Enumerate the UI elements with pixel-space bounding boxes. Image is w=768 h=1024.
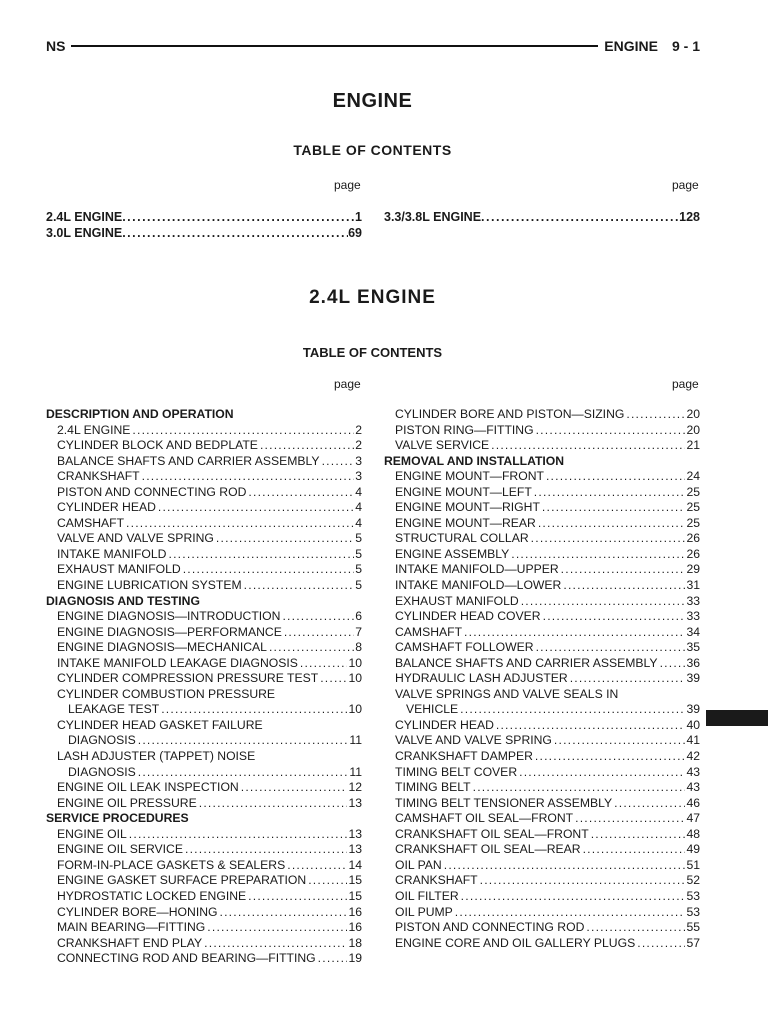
toc-entry-label: HYDRAULIC LASH ADJUSTER <box>395 671 568 686</box>
toc-entry[interactable] <box>384 516 700 532</box>
dot-leader <box>453 905 686 921</box>
toc-entry-label: CAMSHAFT <box>57 515 125 530</box>
toc-entry-page: 41 <box>686 733 700 748</box>
dot-leader <box>544 469 685 485</box>
toc-entry-label: CYLINDER BORE AND PISTON—SIZING <box>395 407 625 421</box>
toc-entry-page: 14 <box>348 857 362 872</box>
toc-entry[interactable] <box>384 718 700 734</box>
dot-leader <box>127 827 348 843</box>
toc-entry-page: 5 <box>355 546 362 561</box>
toc-entry[interactable] <box>384 811 700 827</box>
dot-leader <box>532 485 686 501</box>
toc-link[interactable] <box>46 210 362 225</box>
header-rule <box>71 45 598 47</box>
dot-leader <box>534 423 686 439</box>
toc-link[interactable] <box>46 226 362 241</box>
toc-entry-label: INTAKE MANIFOLD <box>57 546 167 561</box>
toc-entry[interactable] <box>384 407 700 423</box>
toc-entry[interactable] <box>384 889 700 905</box>
dot-leader <box>489 438 685 454</box>
toc-column-right <box>384 407 700 951</box>
toc-entry[interactable] <box>384 469 700 485</box>
toc-entry-label: CYLINDER BORE—HONING <box>57 904 218 919</box>
toc-entry-label: CYLINDER HEAD GASKET FAILURE <box>57 717 263 732</box>
toc-entry-label: TIMING BELT <box>395 780 471 795</box>
dot-leader <box>568 671 686 687</box>
toc-entry[interactable] <box>46 516 362 532</box>
toc-entry-page: 21 <box>686 438 700 453</box>
toc-entry[interactable] <box>46 718 362 734</box>
toc-entry-page: 51 <box>686 857 700 872</box>
toc-entry-page: 6 <box>355 609 362 624</box>
toc-entry-label: ENGINE DIAGNOSIS—INTRODUCTION <box>57 609 281 624</box>
toc-entry[interactable] <box>46 547 362 563</box>
toc-entry-page: 16 <box>348 904 362 919</box>
toc-entry-label: CYLINDER COMBUSTION PRESSURE <box>57 686 276 701</box>
toc-entry-page: 19 <box>348 951 362 966</box>
toc-entry-page: 12 <box>348 780 362 795</box>
dot-leader <box>458 702 685 718</box>
toc-section-heading <box>46 594 362 610</box>
toc-entry[interactable] <box>384 594 700 610</box>
toc-entry-label: CAMSHAFT FOLLOWER <box>395 640 534 655</box>
dot-leader <box>612 796 685 812</box>
dot-leader <box>316 951 348 967</box>
toc-entry-page: 31 <box>686 578 700 593</box>
toc-entry-label: INTAKE MANIFOLD—UPPER <box>395 562 559 577</box>
toc-entry[interactable] <box>384 671 700 687</box>
dot-leader <box>140 469 355 485</box>
toc-entry-page: 3 <box>355 469 362 484</box>
dot-leader <box>536 516 686 532</box>
toc-entry[interactable] <box>384 858 700 874</box>
page-column-label: page <box>672 377 699 391</box>
toc-entry-label: ENGINE GASKET SURFACE PREPARATION <box>57 873 307 888</box>
toc-entry[interactable] <box>384 873 700 889</box>
toc-entry-label: CYLINDER HEAD COVER <box>395 609 541 624</box>
toc-entry-label: CRANKSHAFT <box>57 469 140 484</box>
dot-leader <box>541 609 686 625</box>
toc-entry[interactable] <box>46 842 362 858</box>
toc-entry-label: SERVICE PROCEDURES <box>46 811 189 826</box>
toc-entry[interactable] <box>46 702 362 718</box>
section-thumb-tab <box>706 710 768 726</box>
dot-leader <box>282 625 354 641</box>
dot-leader <box>552 733 686 749</box>
toc-entry-label: DIAGNOSIS <box>68 764 136 779</box>
dot-leader <box>529 531 686 547</box>
toc-entry[interactable] <box>384 702 700 718</box>
toc-entry-page: 5 <box>355 578 362 593</box>
toc-entry-page: 57 <box>686 935 700 950</box>
toc-entry-page: 39 <box>686 702 700 717</box>
header-page-number: 9 - 1 <box>671 38 700 54</box>
toc-entry[interactable] <box>46 796 362 812</box>
toc-entry[interactable] <box>46 951 362 967</box>
toc-entry[interactable] <box>384 733 700 749</box>
toc-entry-label: PISTON AND CONNECTING ROD <box>57 484 247 499</box>
toc-entry[interactable] <box>46 780 362 796</box>
toc-entry[interactable] <box>384 796 700 812</box>
toc-entry-page: 43 <box>686 780 700 795</box>
dot-leader <box>533 749 686 765</box>
header-vehicle-code: NS <box>46 38 66 54</box>
toc-entry-label: ENGINE DIAGNOSIS—MECHANICAL <box>57 640 267 655</box>
toc-entry[interactable] <box>46 889 362 905</box>
toc-entry-label: ENGINE MOUNT—RIGHT <box>395 500 540 515</box>
toc-entry-page: 52 <box>686 873 700 888</box>
toc-entry-label: VALVE AND VALVE SPRING <box>395 733 552 748</box>
toc-entry-page: 46 <box>686 795 700 810</box>
toc-entry[interactable] <box>46 469 362 485</box>
toc-entry[interactable] <box>46 765 362 781</box>
toc-entry-page: 34 <box>686 624 700 639</box>
page-column-label: page <box>672 178 699 192</box>
toc-entry-label: INTAKE MANIFOLD LEAKAGE DIAGNOSIS <box>57 655 298 670</box>
toc-entry-page: 3 <box>355 453 362 468</box>
dot-leader <box>242 578 355 594</box>
toc-entry-label: ENGINE MOUNT—LEFT <box>395 484 532 499</box>
dot-leader <box>197 796 348 812</box>
toc-entry-label: BALANCE SHAFTS AND CARRIER ASSEMBLY <box>57 453 320 468</box>
toc-entry-label: CAMSHAFT OIL SEAL—FRONT <box>395 811 574 826</box>
toc-entry[interactable] <box>46 500 362 516</box>
dot-leader <box>130 423 354 439</box>
toc-link[interactable] <box>384 210 700 225</box>
toc-entry-label: ENGINE OIL SERVICE <box>57 842 183 857</box>
toc-entry-page: 55 <box>686 920 700 935</box>
section-title: 2.4L ENGINE <box>309 287 436 308</box>
dot-leader <box>239 780 348 796</box>
dot-leader <box>156 500 354 516</box>
toc-entry-page: 4 <box>355 500 362 515</box>
toc-entry-page: 7 <box>355 624 362 639</box>
toc-entry-label: 2.4L ENGINE <box>57 422 131 437</box>
toc-entry-page: 5 <box>355 562 362 577</box>
dot-leader <box>267 640 354 656</box>
toc-entry-page: 29 <box>686 562 700 577</box>
toc-entry-page: 15 <box>348 873 362 888</box>
toc-entry-label: VALVE SERVICE <box>395 438 490 453</box>
toc-section-heading <box>384 454 700 470</box>
toc-entry-label: CAMSHAFT <box>395 624 463 639</box>
dot-leader <box>462 625 685 641</box>
toc-entry-label: TIMING BELT TENSIONER ASSEMBLY <box>395 795 613 810</box>
toc-entry[interactable] <box>46 687 362 703</box>
dot-leader <box>478 873 686 889</box>
toc-entry-label: ENGINE MOUNT—REAR <box>395 515 536 530</box>
toc-entry-page: 13 <box>348 795 362 810</box>
dot-leader <box>584 920 685 936</box>
dot-leader <box>298 656 348 672</box>
toc-entry[interactable] <box>384 905 700 921</box>
toc-entry[interactable] <box>384 562 700 578</box>
toc-entry-label: VALVE SPRINGS AND VALVE SEALS IN <box>395 686 619 701</box>
dot-leader <box>519 594 686 610</box>
toc-entry-page: 49 <box>686 842 700 857</box>
toc-entry[interactable] <box>46 733 362 749</box>
toc-entry-label: ENGINE CORE AND OIL GALLERY PLUGS <box>395 935 636 950</box>
toc-entry-label: HYDROSTATIC LOCKED ENGINE <box>57 888 247 903</box>
toc-entry-page: 11 <box>349 733 362 748</box>
dot-leader <box>136 733 349 749</box>
toc-entry[interactable] <box>46 562 362 578</box>
toc-entry-label: DIAGNOSIS AND TESTING <box>46 593 200 608</box>
dot-leader <box>471 780 686 796</box>
dot-leader <box>122 226 348 241</box>
toc-entry-label: MAIN BEARING—FITTING <box>57 920 206 935</box>
toc-entry-page: 33 <box>686 593 700 608</box>
dot-leader <box>218 905 348 921</box>
toc-entry-page: 10 <box>348 671 362 686</box>
dot-leader <box>159 702 347 718</box>
page-column-label: page <box>334 377 361 391</box>
toc-entry-page: 10 <box>348 702 362 717</box>
toc-entry[interactable] <box>384 827 700 843</box>
toc-entry[interactable] <box>384 920 700 936</box>
header-section-name: ENGINE <box>604 38 658 54</box>
toc-entry-label: CRANKSHAFT END PLAY <box>57 935 203 950</box>
toc-entry-page: 42 <box>686 749 700 764</box>
dot-leader <box>635 936 685 952</box>
toc-entry[interactable] <box>384 531 700 547</box>
toc-entry-label: EXHAUST MANIFOLD <box>57 562 181 577</box>
toc-entry[interactable] <box>46 609 362 625</box>
dot-leader <box>306 873 347 889</box>
toc-column-left <box>46 407 362 967</box>
toc-heading: TABLE OF CONTENTS <box>293 142 452 158</box>
toc-link-page: 1 <box>355 210 362 224</box>
dot-leader <box>494 718 686 734</box>
toc-entry[interactable] <box>46 920 362 936</box>
toc-entry[interactable] <box>384 842 700 858</box>
dot-leader <box>318 671 347 687</box>
dot-leader <box>166 547 354 563</box>
toc-entry-page: 53 <box>686 888 700 903</box>
toc-entry-label: CRANKSHAFT OIL SEAL—FRONT <box>395 826 589 841</box>
dot-leader <box>183 842 347 858</box>
toc-entry[interactable] <box>46 905 362 921</box>
toc-entry-label: ENGINE ASSEMBLY <box>395 546 510 561</box>
toc-entry-page: 18 <box>348 935 362 950</box>
toc-entry[interactable] <box>384 765 700 781</box>
toc-section-heading <box>46 407 362 423</box>
toc-entry-page: 8 <box>355 640 362 655</box>
toc-entry[interactable] <box>46 873 362 889</box>
toc-entry-page: 43 <box>686 764 700 779</box>
toc-entry-label: ENGINE OIL PRESSURE <box>57 795 197 810</box>
dot-leader <box>202 936 347 952</box>
toc-entry[interactable] <box>46 625 362 641</box>
toc-entry-page: 15 <box>348 888 362 903</box>
toc-entry-page: 40 <box>686 717 700 732</box>
toc-entry[interactable] <box>46 858 362 874</box>
toc-entry-label: VALVE AND VALVE SPRING <box>57 531 214 546</box>
toc-entry-label: ENGINE MOUNT—FRONT <box>395 469 544 484</box>
toc-entry-label: ENGINE DIAGNOSIS—PERFORMANCE <box>57 624 282 639</box>
dot-leader <box>280 609 354 625</box>
toc-entry[interactable] <box>46 531 362 547</box>
dot-leader <box>534 640 686 656</box>
toc-entry-label: LASH ADJUSTER (TAPPET) NOISE <box>57 749 256 764</box>
dot-leader <box>658 656 686 672</box>
toc-entry-page: 53 <box>686 904 700 919</box>
toc-link-page: 128 <box>679 210 700 224</box>
toc-link-label: 2.4L ENGINE <box>46 210 123 224</box>
toc-entry-page: 48 <box>686 826 700 841</box>
dot-leader <box>246 485 354 501</box>
toc-entry-page: 13 <box>348 826 362 841</box>
toc-entry-page: 25 <box>686 484 700 499</box>
dot-leader <box>624 407 685 423</box>
toc-entry[interactable] <box>46 423 362 439</box>
toc-entry-page: 25 <box>686 515 700 530</box>
toc-entry-page: 47 <box>686 811 700 826</box>
toc-entry[interactable] <box>384 687 700 703</box>
toc-entry-label: CRANKSHAFT <box>395 873 478 888</box>
toc-entry-label: OIL FILTER <box>395 888 459 903</box>
toc-entry[interactable] <box>384 485 700 501</box>
dot-leader <box>122 210 355 225</box>
toc-entry[interactable] <box>384 500 700 516</box>
toc-entry-page: 24 <box>686 469 700 484</box>
toc-entry[interactable] <box>384 423 700 439</box>
toc-section-heading <box>46 811 362 827</box>
toc-entry-page: 33 <box>686 609 700 624</box>
dot-leader <box>285 858 347 874</box>
toc-entry-label: REMOVAL AND INSTALLATION <box>384 453 565 468</box>
toc-entry[interactable] <box>384 656 700 672</box>
toc-entry[interactable] <box>46 454 362 470</box>
dot-leader <box>517 765 685 781</box>
toc-link-label: 3.3/3.8L ENGINE <box>384 210 482 224</box>
toc-entry[interactable] <box>384 640 700 656</box>
toc-entry-page: 39 <box>686 671 700 686</box>
toc-entry-page: 11 <box>349 764 362 779</box>
toc-entry-label: ENGINE OIL LEAK INSPECTION <box>57 780 239 795</box>
toc-entry-label: EXHAUST MANIFOLD <box>395 593 519 608</box>
toc-entry-label: TIMING BELT COVER <box>395 764 518 779</box>
running-header <box>46 36 700 56</box>
section-toc-heading: TABLE OF CONTENTS <box>302 345 443 360</box>
dot-leader <box>246 889 347 905</box>
dot-leader <box>320 454 355 470</box>
toc-entry-page: 20 <box>686 422 700 437</box>
toc-entry-page: 2 <box>355 438 362 453</box>
toc-entry[interactable] <box>46 578 362 594</box>
toc-entry-label: FORM-IN-PLACE GASKETS & SEALERS <box>57 857 286 872</box>
toc-entry-page: 36 <box>686 655 700 670</box>
page-column-label: page <box>334 178 361 192</box>
dot-leader <box>181 562 355 578</box>
toc-link-page: 69 <box>348 226 362 240</box>
toc-entry-label: OIL PUMP <box>395 904 453 919</box>
dot-leader <box>124 516 354 532</box>
dot-leader <box>136 765 349 781</box>
dot-leader <box>509 547 685 563</box>
toc-link-label: 3.0L ENGINE <box>46 226 123 240</box>
toc-entry[interactable] <box>384 936 700 952</box>
toc-entry-label: CRANKSHAFT OIL SEAL—REAR <box>395 842 581 857</box>
toc-entry-page: 10 <box>348 655 362 670</box>
toc-entry-label: VEHICLE <box>406 702 459 717</box>
toc-entry-page: 16 <box>348 920 362 935</box>
toc-entry-label: INTAKE MANIFOLD—LOWER <box>395 578 562 593</box>
toc-entry-page: 5 <box>355 531 362 546</box>
toc-entry-label: STRUCTURAL COLLAR <box>395 531 529 546</box>
toc-entry-label: PISTON AND CONNECTING ROD <box>395 920 585 935</box>
toc-entry-label: ENGINE LUBRICATION SYSTEM <box>57 578 242 593</box>
toc-entry[interactable] <box>384 547 700 563</box>
toc-entry-page: 4 <box>355 484 362 499</box>
dot-leader <box>214 531 354 547</box>
toc-entry[interactable] <box>46 749 362 765</box>
toc-entry-page: 13 <box>348 842 362 857</box>
dot-leader <box>205 920 347 936</box>
toc-entry[interactable] <box>384 578 700 594</box>
toc-entry-page: 4 <box>355 515 362 530</box>
toc-entry-label: ENGINE OIL <box>57 826 127 841</box>
toc-entry[interactable] <box>46 936 362 952</box>
toc-entry[interactable] <box>46 640 362 656</box>
dot-leader <box>540 500 686 516</box>
toc-entry-label: PISTON RING—FITTING <box>395 422 534 437</box>
toc-entry-label: DESCRIPTION AND OPERATION <box>46 407 234 421</box>
dot-leader <box>258 438 354 454</box>
dot-leader <box>561 578 685 594</box>
toc-entry[interactable] <box>46 827 362 843</box>
toc-entry[interactable] <box>46 671 362 687</box>
toc-entry[interactable] <box>384 625 700 641</box>
dot-leader <box>589 827 686 843</box>
toc-entry[interactable] <box>384 780 700 796</box>
toc-entry-label: CYLINDER HEAD <box>57 500 156 515</box>
toc-entry-page: 2 <box>355 422 362 437</box>
toc-entry-label: CRANKSHAFT DAMPER <box>395 749 533 764</box>
dot-leader <box>442 858 686 874</box>
toc-entry-label: LEAKAGE TEST <box>68 702 160 717</box>
dot-leader <box>459 889 686 905</box>
toc-entry-label: CYLINDER COMPRESSION PRESSURE TEST <box>57 671 319 686</box>
toc-entry-page: 20 <box>686 407 700 421</box>
toc-entry[interactable] <box>46 438 362 454</box>
dot-leader <box>481 210 679 225</box>
toc-entry-page: 26 <box>686 546 700 561</box>
toc-entry-page: 26 <box>686 531 700 546</box>
toc-entry[interactable] <box>384 438 700 454</box>
toc-entry-label: CONNECTING ROD AND BEARING—FITTING <box>57 951 316 966</box>
toc-entry-label: CYLINDER HEAD <box>395 717 494 732</box>
toc-entry[interactable] <box>46 656 362 672</box>
toc-entry[interactable] <box>384 749 700 765</box>
toc-entry-page: 25 <box>686 500 700 515</box>
toc-entry-page: 35 <box>686 640 700 655</box>
toc-entry-label: OIL PAN <box>395 857 442 872</box>
dot-leader <box>581 842 686 858</box>
toc-entry-label: BALANCE SHAFTS AND CARRIER ASSEMBLY <box>395 655 658 670</box>
dot-leader <box>559 562 686 578</box>
page-title: ENGINE <box>332 90 413 112</box>
dot-leader <box>573 811 685 827</box>
toc-entry-label: DIAGNOSIS <box>68 733 136 748</box>
toc-entry[interactable] <box>384 609 700 625</box>
toc-entry[interactable] <box>46 485 362 501</box>
toc-entry-label: CYLINDER BLOCK AND BEDPLATE <box>57 438 258 453</box>
